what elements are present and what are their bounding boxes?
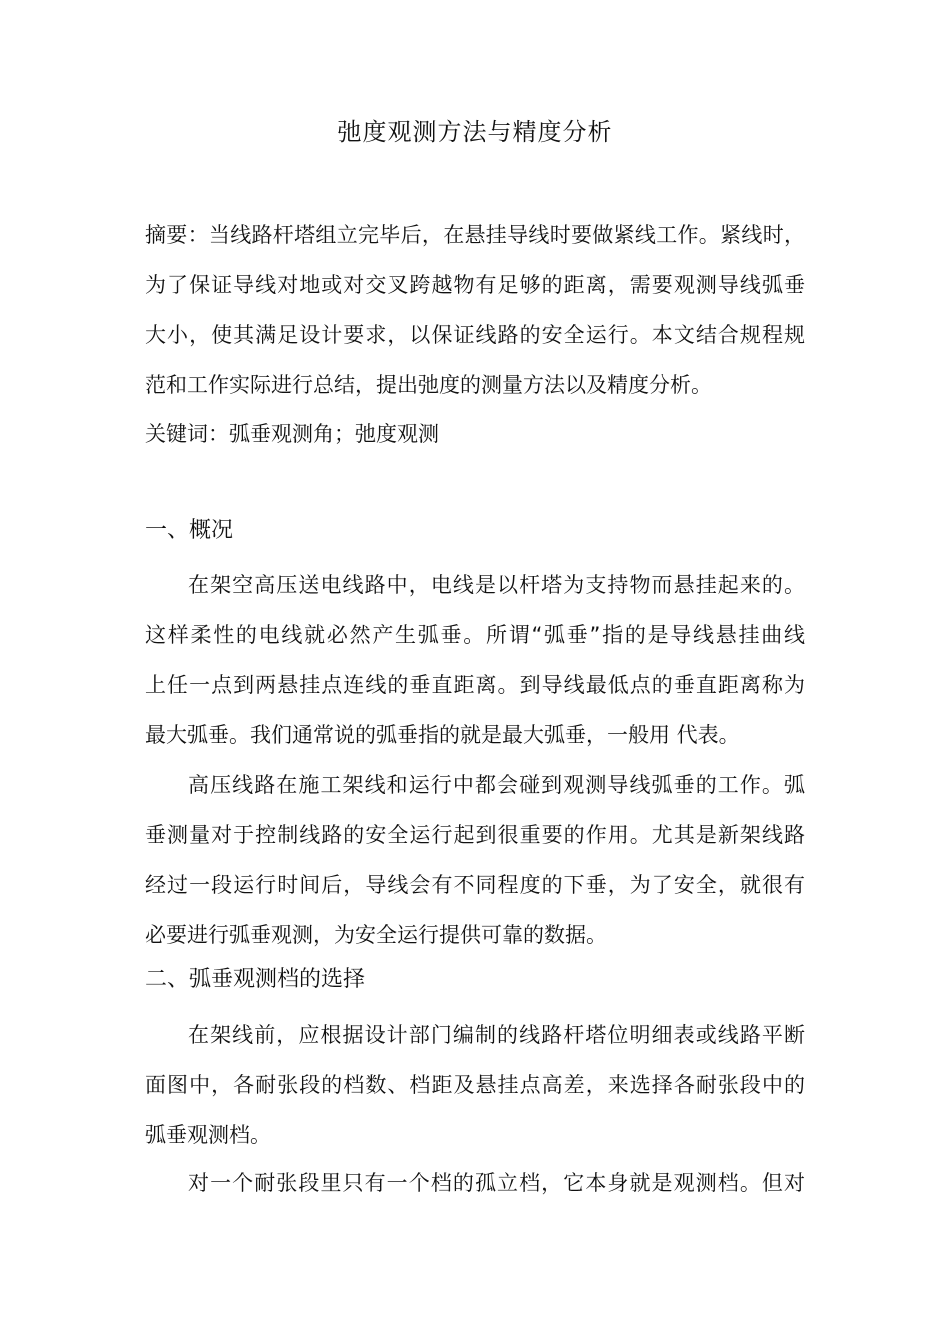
section-heading: 二、弧垂观测档的选择 [145, 967, 366, 992]
abstract-line: 范和工作实际进行总结，提出弛度的测量方法以及精度分析。 [145, 373, 712, 397]
paragraph-line: 面图中，各耐张段的档数、档距及悬挂点高差，来选择各耐张段中的 [145, 1073, 805, 1097]
paragraph-line: 高压线路在施工架线和运行中都会碰到观测导线弧垂的工作。弧 [188, 773, 805, 797]
paragraph-line: 对一个耐张段里只有一个档的孤立档，它本身就是观测档。但对 [188, 1171, 805, 1195]
paragraph-line: 弧垂观测档。 [145, 1123, 271, 1147]
abstract-line: 为了保证导线对地或对交叉跨越物有足够的距离，需要观测导线弧垂 [145, 273, 805, 297]
paragraph-line: 必要进行弧垂观测，为安全运行提供可靠的数据。 [145, 923, 607, 947]
paragraph-line: 垂测量对于控制线路的安全运行起到很重要的作用。尤其是新架线路 [145, 823, 805, 847]
paragraph-line: 最大弧垂。我们通常说的弧垂指的就是最大弧垂，一般用 代表。 [145, 723, 740, 747]
keywords-line: 关键词：弧垂观测角；弛度观测 [145, 422, 439, 446]
abstract-line: 摘要：当线路杆塔组立完毕后，在悬挂导线时要做紧线工作。紧线时， [145, 223, 805, 247]
document-title: 弛度观测方法与精度分析 [337, 118, 613, 146]
paragraph-line: 上任一点到两悬挂点连线的垂直距离。到导线最低点的垂直距离称为 [145, 673, 805, 697]
section-heading: 一、概况 [145, 518, 234, 543]
paragraph-line: 在架空高压送电线路中，电线是以杆塔为支持物而悬挂起来的。 [188, 573, 805, 597]
paragraph-line: 在架线前，应根据设计部门编制的线路杆塔位明细表或线路平断 [188, 1023, 805, 1047]
abstract-line: 大小，使其满足设计要求，以保证线路的安全运行。本文结合规程规 [145, 323, 805, 347]
paragraph-line: 经过一段运行时间后，导线会有不同程度的下垂，为了安全，就很有 [145, 873, 805, 897]
paragraph-line: 这样柔性的电线就必然产生弧垂。所谓“弧垂”指的是导线悬挂曲线 [145, 623, 805, 647]
